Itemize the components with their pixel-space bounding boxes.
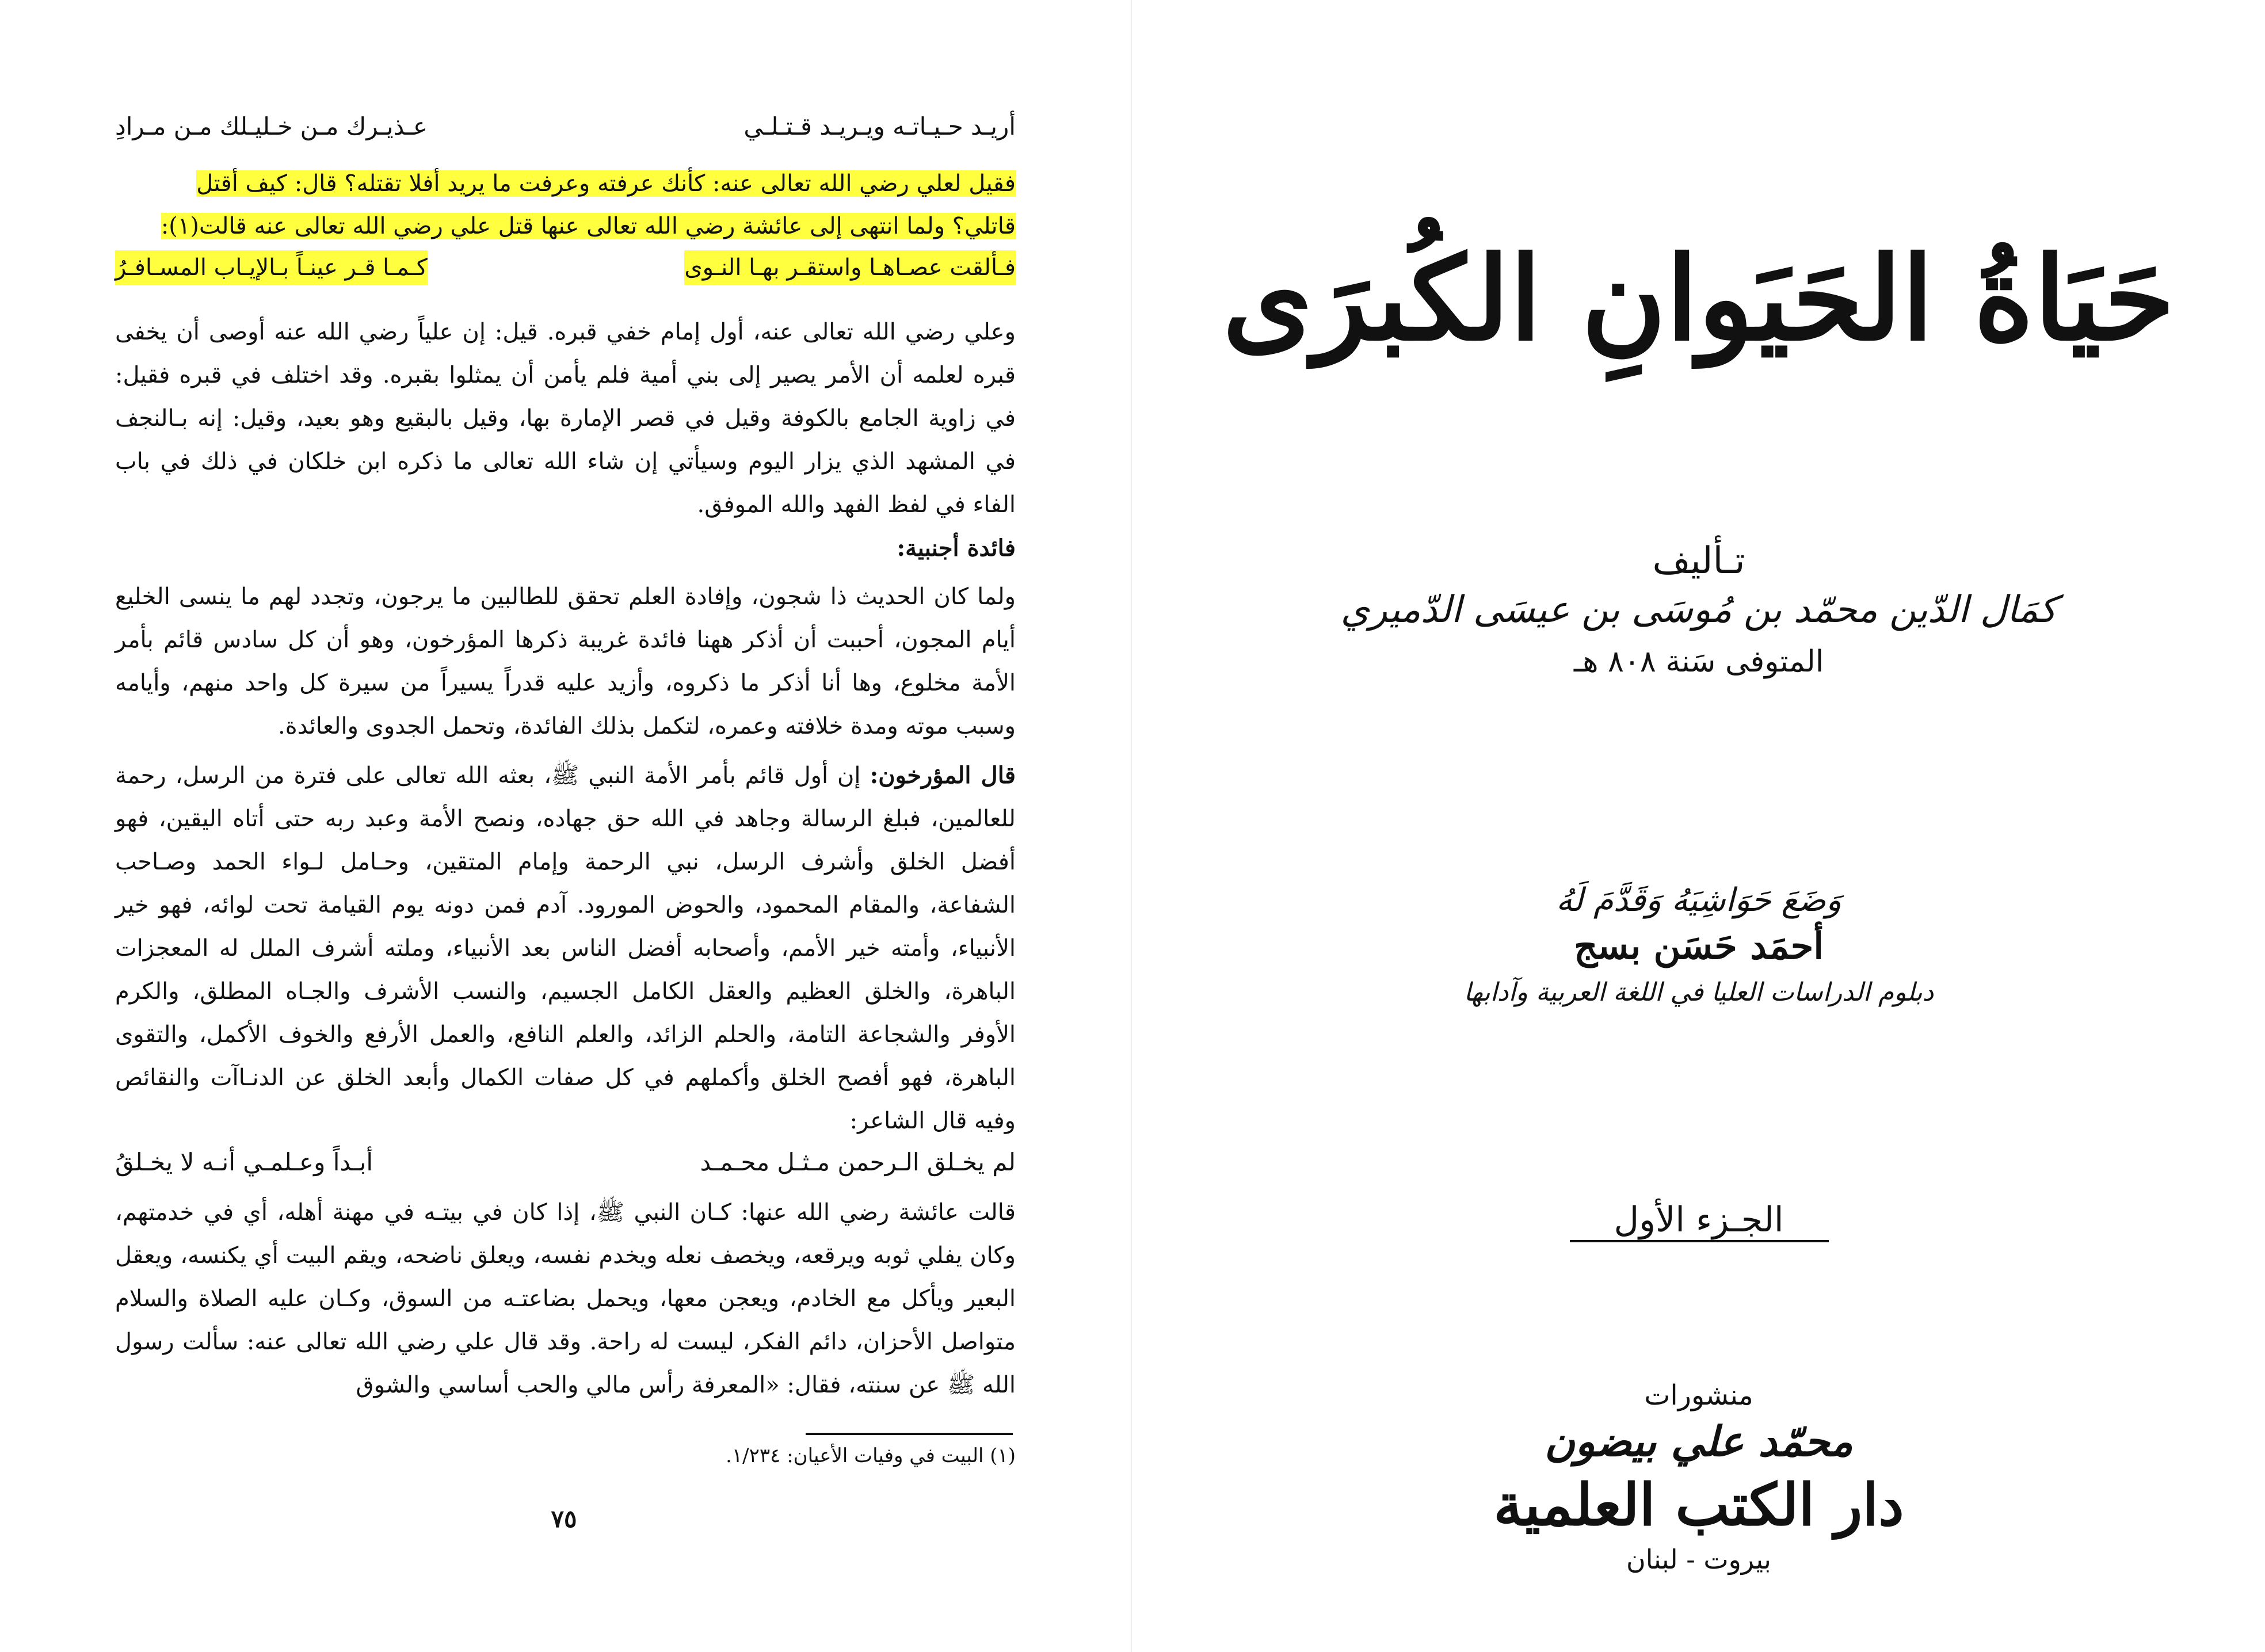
poem-verse-1 [115, 109, 1016, 144]
section-heading-foreign-note: فائدة أجنبية: [897, 535, 1016, 562]
page-number: ٧٥ [551, 1505, 577, 1533]
author-name: كمَال الدّين محمّد بن مُوسَى بن عيسَى الدّميري [1340, 589, 2057, 631]
volume-label: الجـزء الأول [1614, 1200, 1784, 1240]
poem-verse-1-first-hemistich: أريـد حـيـاتـه ويـريـد قـتـلـي [743, 112, 1016, 140]
author-label: تـأليف [1652, 540, 1745, 582]
highlighted-passage [115, 162, 1016, 247]
editor-degree: دبلوم الدراسات العليا في اللغة العربية وآدابها [1463, 978, 1934, 1007]
highlighted-line-1: فقيل لعلي رضي الله تعالى عنه: كأنك عرفته وعرفت ما يريد أفلا تقتله؟ قال: كيف أقتل [196, 170, 1016, 197]
author-death-date: المتوفى سَنة ٨٠٨ هـ [1573, 644, 1824, 679]
publisher-city: بيروت - لبنان [1626, 1544, 1771, 1575]
editor-label: وَضَعَ حَوَاشِيَهُ وَقَدَّمَ لَهُ [1556, 882, 1841, 919]
highlighted-poem-verse [115, 250, 1016, 285]
paragraph-historians-text: إن أول قائم بأمر الأمة النبي ﷺ، بعثه الله تعالى على فترة من الرسل، رحمة للعالمين، فبلغ الرسالة وجاهد في الله حق جهاده، ونصح الأمة وعبد ربه حتى أتاه اليقين، فهو أفضل الخلق وأشرف الرسل، نبي الرحمة وإمام المتقين، وحـامل لـواء الحمد وصـاحب الشفاعة، والمقام المحمود، والحوض المورود. آدم فمن دونه يوم القيامة تحت لوائه، فهو خير الأنبياء، وأمته خير الأمم، وأصحابه أفضل الناس بعد الأنبياء، وملته أشرف الملل له المعجزات الباهرة، والخلق العظيم والعقل الكامل الجسيم، والنسب الأشرف والجـاه المطلق، والكرم الأوفر والشجاعة التامة، والحلم الزائد، والعلم النافع، والعمل الأرفع والخوف الأكمل، والتقوى الباهرة، فهو أفصح الخلق وأكملهم في كل صفات الكمال وأبعد الخلق عن الدنـاآت والنقائص وفيه قال الشاعر: [115, 762, 1016, 1134]
left-page [0, 0, 1132, 1652]
title-page [1132, 0, 2265, 1652]
paragraph-aisha: قالت عائشة رضي الله عنها: كـان النبي ﷺ، إذا كان في بيتـه في مهنة أهله، أي في خدمتهم، وكان يفلي ثوبه ويرقعه، ويخصف نعله ويخدم نفسه، ويعلق ناضحه، ويقم البيت أي يكنسه، ويعقل البعير ويأكل مع الخادم، ويعجن معها، ويحمل بضاعتـه من السوق، وكـان عليه الصلاة والسلام متواصل الأحزان، دائم الفكر، ليست له راحة. وقد قال علي رضي الله تعالى عنه: سألت رسول الله ﷺ عن سنته، فقال: «المعرفة رأس مالي والحب أساسي والشوق [115, 1199, 1016, 1398]
poem-verse-2-first-hemistich: لم يخـلق الـرحمن مـثـل محـمـد [700, 1148, 1016, 1176]
poem-verse-1-second-hemistich: عـذيـرك مـن خـليـلك مـن مـرادِ [115, 112, 428, 140]
paragraph-ali-grave: وعلي رضي الله تعالى عنه، أول إمام خفي قبره. قيل: إن علياً رضي الله عنه أوصى أن يخفى قبره لعلمه أن الأمر يصير إلى بني أمية فلم يأمن أن يمثلوا بقبره. وقد اختلف في قبره فقيل: في زاوية الجامع بالكوفة وقيل في قصر الإمارة بها، وقيل بالبقيع وهو بعيد، وقيل: إنه بـالنجف في المشهد الذي يزار اليوم وسيأتي إن شاء الله تعالى ما ذكره ابن خلكان في ذلك في باب الفاء في لفظ الفهد والله الموفق. [115, 319, 1016, 518]
footnote-divider [806, 1433, 1013, 1435]
publisher-house-logo: دار الكتب العلمية [1493, 1471, 1904, 1539]
paragraph-historians [115, 754, 1016, 1143]
poem-verse-2-second-hemistich: أبـداً وعـلمـي أنـه لا يخـلقُ [115, 1148, 373, 1176]
editor-name: أحمَد حَسَن بسج [1573, 925, 1824, 968]
highlighted-line-2: قاتلي؟ ولما انتهى إلى عائشة رضي الله تعالى عنها قتل علي رضي الله تعالى عنه قالت(١): [161, 213, 1016, 239]
book-title: حَيَاةُ الحَيَوانِ الكُبرَى [1222, 231, 2175, 367]
footnote: (١) البيت في وفيات الأعيان: ١/٢٣٤. [726, 1444, 1016, 1467]
volume-underline [1570, 1240, 1829, 1242]
publisher-person: محمّد علي بيضون [1545, 1417, 1853, 1466]
paragraph-sixth-ruler: ولما كان الحديث ذا شجون، وإفادة العلم تحقق للطالبين ما يرجون، وتجدد لهم ما ينسى الخليع أيام المجون، أحببت أن أذكر ههنا فائدة غريبة ذكرها المؤرخون، وهو أن كل سادس قائم بأمر الأمة مخلوع، وها أنا أذكر ما ذكروه، وأزيد عليه قدراً يسيراً من سيرة كل واحد منهم، وأيامه وسبب موته ومدة خلافته وعمره، لتكمل بذلك الفائدة، وتحمل الجدوى والعائدة. [115, 583, 1016, 739]
paragraph-historians-lead: قال المؤرخون: [870, 762, 1016, 789]
highlighted-poem-second-hemistich: كـمـا قـر عينـاً بـالإيـاب المسـافـرُ [115, 250, 428, 285]
publisher-label: منشورات [1644, 1379, 1753, 1411]
poem-verse-2 [115, 1145, 1016, 1180]
highlighted-poem-first-hemistich: فـألقت عصـاهـا واستقـر بهـا النـوى [684, 250, 1016, 285]
